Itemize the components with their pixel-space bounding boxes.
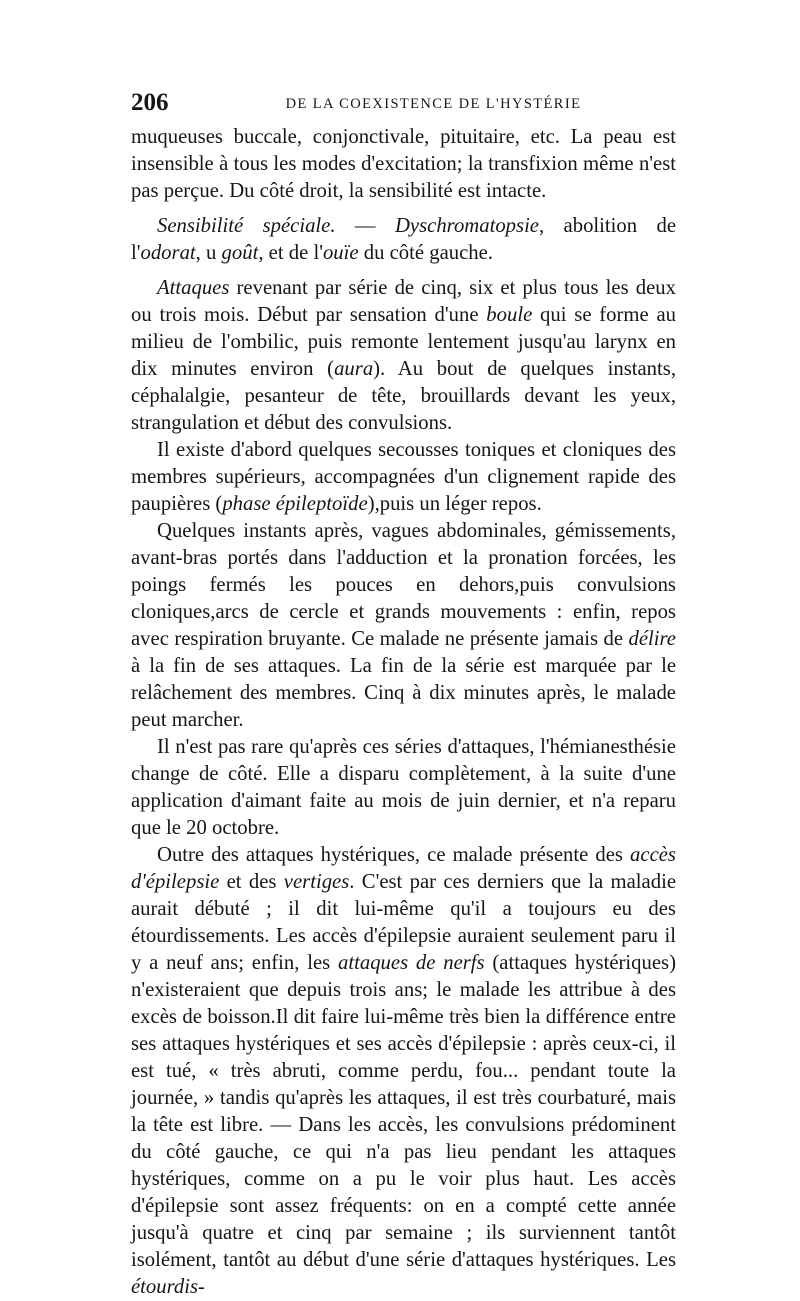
paragraph-attacks — [131, 275, 676, 437]
text-run: Il existe d'abord quelques secousses toniques et cloniques des membres supérieurs, accompagnées d'un clignement rapide des paupières ( — [131, 439, 676, 515]
paragraph-epilepsy-vertigo — [131, 842, 676, 1301]
italic-text: accès d'épilepsie — [131, 844, 676, 893]
italic-text: attaques de nerfs — [338, 952, 485, 974]
paragraph-hemianesthesia — [131, 734, 676, 842]
text-run: qui se forme au milieu de l'ombilic, puis remonte lentement jusqu'au larynx en dix minutes environ ( — [131, 304, 677, 380]
paragraph-continuation — [131, 124, 676, 205]
running-title: DE LA COEXISTENCE DE L'HYSTÉRIE — [285, 96, 582, 112]
text-run: revenant par série de cinq, six et plus tous les deux ou trois mois. Début par sensation d'une — [131, 277, 676, 326]
paragraph-epileptoid-phase — [131, 437, 676, 518]
text-run: ). Au bout de quelques instants, céphalalgie, pesanteur de tête, brouillards devant les yeux, strangulation et début des convulsions. — [131, 358, 677, 434]
text-run: à la fin de ses attaques. La fin de la série est marquée par le relâchement des membres. Cinq à dix minutes après, le malade peut marcher. — [131, 655, 676, 731]
italic-text: goût — [221, 242, 259, 264]
text-run: (attaques hystériques) n'existeraient que depuis trois ans; le malade les attribue à des excès de boisson.Il dit faire lui-même très bien la différence entre ses attaques hystériques et ses accès d'épilepsie : après ceux-ci, il est tué, « très abruti, comme perdu, fou... pendant toute la journée, » tandis qu'après les attaques, il est très courbaturé, mais la tête est libre. — Dans les accès, les convulsions prédominent du côté gauche, ce qui n'a pas lieu pendant les attaques hystériques, comme on a pu le voir plus haut. Les accès d'épilepsie sont assez fréquents: on en a compté cette année jusqu'à quatre et cinq par semaine ; ils surviennent tantôt isolément, tantôt au début d'une série d'attaques hystériques. Les — [131, 952, 676, 1271]
text-run: du côté gauche. — [358, 242, 493, 264]
text-run: , u — [195, 242, 222, 264]
text-run: et des — [219, 871, 284, 893]
italic-text: Dyschromatopsie — [394, 215, 539, 237]
page-number: 206 — [131, 89, 169, 116]
italic-text: délire — [628, 628, 676, 650]
text-run: , et de l' — [258, 242, 323, 264]
page-header — [131, 88, 676, 124]
paragraph-special-sensibility — [131, 213, 676, 267]
italic-text: aura — [334, 358, 374, 380]
text-run: ),puis un léger repos. — [367, 493, 542, 515]
text-run: Quelques instants après, vagues abdominales, gémissements, avant-bras portés dans l'adduction et la pronation forcées, les poings fermés les pouces en dehors,puis convulsions cloniques,arcs de cercle et grands mouvements : enfin, repos avec respiration bruyante. Ce malade ne présente jamais de — [131, 520, 676, 650]
text-run: , abolition de l' — [131, 215, 677, 264]
italic-text: phase épileptoïde — [222, 493, 368, 515]
body-text — [131, 124, 676, 1301]
italic-text: Attaques — [157, 277, 230, 299]
italic-text: ouïe — [322, 242, 359, 264]
italic-text: vertiges — [283, 871, 350, 893]
text-run: Il n'est pas rare qu'après ces séries d'attaques, l'hémianesthésie change de côté. Elle a disparu complètement, à la suite d'une application d'aimant faite au mois de juin dernier, et n'a reparu que le 20 octobre. — [131, 736, 676, 839]
paragraph-convulsions — [131, 518, 676, 734]
italic-text: odorat — [140, 242, 196, 264]
text-run: . C'est par ces derniers que la maladie aurait débuté ; il dit lui-même qu'il a toujours eu des étourdissements. Les accès d'épilepsie auraient seulement paru il y a neuf ans; enfin, les — [131, 871, 676, 974]
italic-text: Sensibilité spéciale. — [157, 215, 336, 237]
text-run: Outre des attaques hystériques, ce malade présente des — [157, 844, 631, 866]
text-run: muqueuses buccale, conjonctivale, pituitaire, etc. La peau est insensible à tous les modes d'excitation; la transfixion même n'est pas perçue. Du côté droit, la sensibilité est intacte. — [131, 126, 676, 202]
text-run: — — [335, 215, 395, 237]
italic-text: boule — [486, 304, 533, 326]
italic-text: étourdis- — [131, 1276, 205, 1298]
